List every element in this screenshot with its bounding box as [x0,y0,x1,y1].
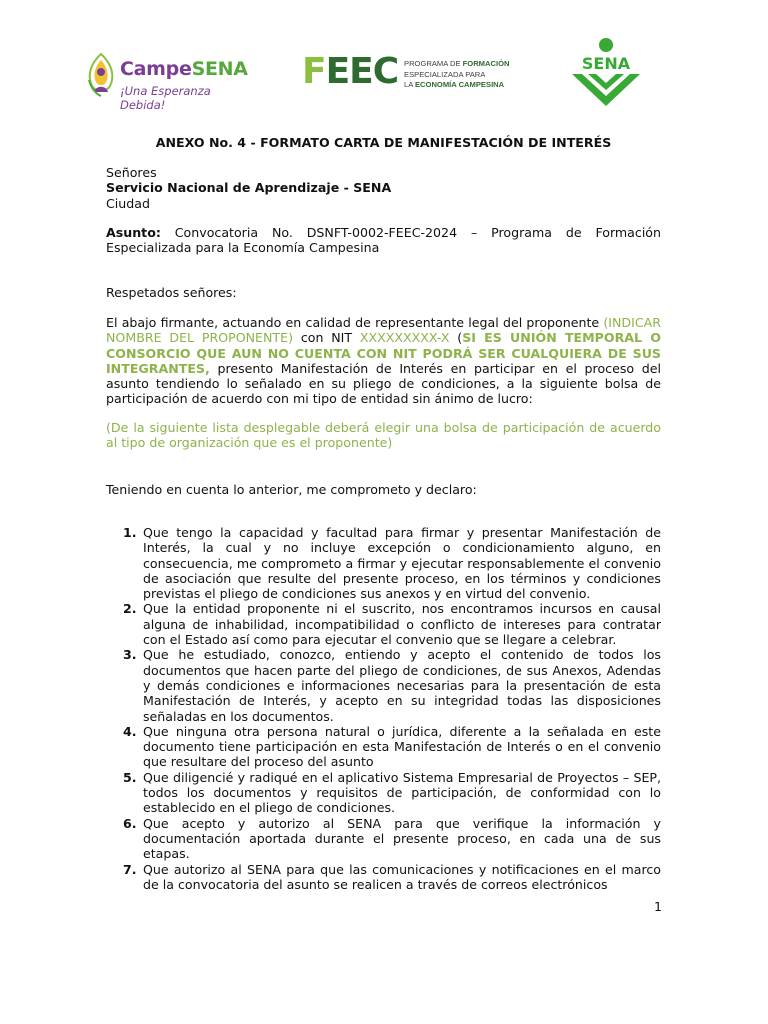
subject-label: Asunto: [106,225,161,240]
list-item: 7. Que autorizo al SENA para que las comunicaciones y notificaciones en el marco de la convocatoria del asunto se realicen a través de correos electrónicos [123,861,661,892]
campesena-emblem-icon [86,52,116,98]
list-item: 1. Que tengo la capacidad y facultad para firmar y presentar Manifestación de Interés, la cual y no incluye excepción o condicionamiento alguno, en consecuencia, me comprometo a firmar y ejecutar responsablemente el convenio de asociación que resulte del presente proceso, en los términos y condiciones previstas el pliego de condiciones sus anexos y en virtud del convenio. [123,525,661,602]
proponent-placeholder: (INDICAR NOMBRE DEL PROPONENTE) [106,315,661,346]
subject-line [106,225,661,256]
intro-paragraph: El abajo firmante, actuando en calidad de representante legal del proponente (INDICAR NOMBRE DEL PROPONENTE) con NIT XXXXXXXXX-X (SI ES UNIÓN TEMPORAL O CONSORCIO QUE AUN NO CUENTA CON NIT PODRÁ SER CUALQUIERA DE SUS INTEGRANTES, presento Manifestación de Interés en participar en el proceso del asunto tendiendo lo señalado en su pliego de condiciones, a la siguiente bolsa de participación de acuerdo con mi tipo de entidad sin ánimo de lucro: [106,315,661,407]
addressee-city: Ciudad [106,195,150,211]
list-item: 5. Que diligencié y radiqué en el aplicativo Sistema Empresarial de Proyectos – SEP, todos los documentos y requisitos de participación, de conformidad con lo establecido en el pliego de condiciones. [123,769,661,816]
feec-logo [302,51,522,96]
sena-wordmark: SENA [581,54,631,73]
list-item: 3. Que he estudiado, conozco, entiendo y acepto el contenido de todos los documentos que hacen parte del pliego de condiciones, de sus Anexos, Adendas y demás condiciones e informaciones necesarias para la presentación de esta Manifestación de Interés, y acepto en su integridad todas las disposiciones señaladas en los documentos. [123,647,661,724]
feec-program-description: PROGRAMA DE FORMACIÓN ESPECIALIZADA PARA LA ECONOMÍA CAMPESINA [404,59,510,89]
union-note: SI ES UNIÓN TEMPORAL O CONSORCIO QUE AUN NO CUENTA CON NIT PODRÁ SER CUALQUIERA DE SUS INTEGRANTES, [106,330,661,376]
campesena-logo [86,52,256,112]
greeting: Respetados señores: [106,285,237,300]
dropdown-instruction: (De la siguiente lista desplegable deberá elegir una bolsa de participación de acuerdo al tipo de organización que es el proponente) [106,420,661,451]
salutation: Señores [106,165,157,180]
document-title: ANEXO No. 4 - FORMATO CARTA DE MANIFESTACIÓN DE INTERÉS [155,135,612,150]
sena-logo-icon [566,36,646,108]
addressee-block [106,165,661,211]
subject-text: Convocatoria No. DSNFT-0002-FEEC-2024 – Programa de Formación Especializada para la Economía Campesina [106,225,661,256]
page-number: 1 [653,899,662,914]
document-header [0,36,768,116]
list-item: 6. Que acepto y autorizo al SENA para que verifique la información y documentación aportada durante el presente proceso, en cada una de sus etapas. [123,815,661,862]
list-item: 2. Que la entidad proponente ni el suscrito, nos encontramos incursos en causal alguna de inhabilidad, incompatibilidad o conflicto de intereses para contratar con el Estado así como para ejecutar el convenio que se llegare a celebrar. [123,601,661,648]
list-item: 4. Que ninguna otra persona natural o jurídica, diferente a la señalada en este documento tiene participación en esta Manifestación de Interés o en el convenio que resultare del proceso del asunto [123,723,661,770]
campesena-tagline: ¡Una Esperanza Debida! [120,84,211,112]
campesena-wordmark: CampeSENA [120,58,248,80]
feec-wordmark: FEEC [302,51,399,92]
declarations-list [106,525,661,892]
commitment-intro: Teniendo en cuenta lo anterior, me comprometo y declaro: [106,482,477,497]
nit-placeholder: XXXXXXXXX-X [359,330,450,346]
addressee-entity: Servicio Nacional de Aprendizaje - SENA [106,180,392,196]
